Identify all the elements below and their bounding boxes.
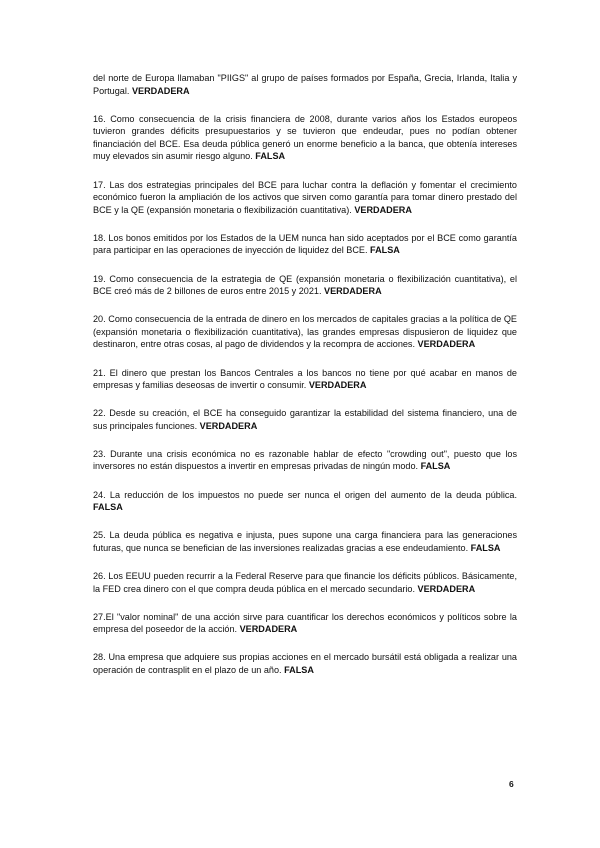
question-paragraph <box>93 570 517 595</box>
answer-label: VERDADERA <box>354 204 412 215</box>
answer-label: VERDADERA <box>131 85 190 96</box>
answer-label: VERDADERA <box>417 583 476 594</box>
document-body <box>93 72 517 692</box>
question-text: 21. El dinero que prestan los Bancos Centrales a los bancos no tiene por qué acabar en manos de empresas y familias deseosas de invertir o consumir. <box>93 367 517 391</box>
answer-label: FALSA <box>420 461 451 472</box>
question-text: 24. La reducción de los impuestos no puede ser nunca el origen del aumento de la deuda pública. <box>93 489 517 500</box>
question-text: 22. Desde su creación, el BCE ha conseguido garantizar la estabilidad del sistema financiero, una de sus principales funciones. <box>93 408 517 431</box>
question-text: 26. Los EEUU pueden recurrir a la Federal Reserve para que financie los déficits públicos. Básicamente, la FED crea dinero con el que compra deuda pública en el mercado secundario. <box>93 570 517 594</box>
page-number: 6 <box>509 779 514 789</box>
question-paragraph <box>93 651 517 676</box>
question-paragraph <box>93 611 517 636</box>
question-text: 16. Como consecuencia de la crisis financiera de 2008, durante varios años los Estados europeos tuvieron grandes déficits presupuestarios y se tuvieron que endeudar, pues no podían obtener financiación del BCE. Esa deuda pública generó un enorme beneficio a la banca, que obtenía intereses muy elevados sin asumir riesgo alguno. <box>93 113 517 162</box>
question-text: 28. Una empresa que adquiere sus propias acciones en el mercado bursátil está obligada a realizar una operación de contrasplit en el plazo de un año. <box>93 652 517 675</box>
answer-label: FALSA <box>470 542 501 553</box>
question-text: del norte de Europa llamaban "PIIGS" al grupo de países formados por España, Grecia, Irlanda, Italia y Portugal. <box>93 73 517 96</box>
answer-label: FALSA <box>93 502 123 513</box>
answer-label: VERDADERA <box>417 339 476 350</box>
question-paragraph <box>93 179 517 217</box>
question-paragraph <box>93 72 517 97</box>
answer-label: VERDADERA <box>308 380 367 391</box>
question-text: 20. Como consecuencia de la entrada de dinero en los mercados de capitales gracias a la política de QE (expansión monetaria o flexibilización cuantitativa), las grandes empresas dispusieron de liquidez que destinaron, entre otras cosas, al pago de dividendos y la recompra de acciones. <box>93 314 517 350</box>
question-paragraph <box>93 407 517 432</box>
question-paragraph <box>93 273 517 298</box>
question-paragraph <box>93 489 517 514</box>
answer-label: FALSA <box>370 245 400 256</box>
answer-label: FALSA <box>255 151 286 162</box>
question-text: 25. La deuda pública es negativa e injusta, pues supone una carga financiera para las generaciones futuras, que nunca se benefician de las inversiones realizadas gracias a ese endeudamiento. <box>93 530 517 553</box>
question-text: 23. Durante una crisis económica no es razonable hablar de efecto "crowding out", puesto que los inversores no están dispuestos a invertir en empresas privadas de ningún modo. <box>93 448 517 472</box>
answer-label: FALSA <box>284 664 314 675</box>
question-paragraph <box>93 313 517 351</box>
question-paragraph <box>93 367 517 392</box>
question-text: 17. Las dos estrategias principales del BCE para luchar contra la deflación y fomentar el crecimiento económico fueron la ampliación de los activos que sirven como garantía para tomar dinero prestado del BCE y la QE (expansión monetaria o flexibilización cuantitativa). <box>93 179 517 215</box>
answer-label: VERDADERA <box>239 624 298 635</box>
answer-label: VERDADERA <box>324 286 382 297</box>
question-text: 18. Los bonos emitidos por los Estados de la UEM nunca han sido aceptados por el BCE como garantía para participar en las operaciones de inyección de liquidez del BCE. <box>93 232 517 256</box>
question-paragraph <box>93 529 517 554</box>
question-text: 19. Como consecuencia de la estrategia de QE (expansión monetaria o flexibilización cuantitativa), el BCE creó más de 2 billones de euros entre 2015 y 2021. <box>93 273 517 297</box>
question-paragraph <box>93 232 517 257</box>
question-text: 27.El "valor nominal" de una acción sirve para cuantificar los derechos económicos y políticos sobre la empresa del poseedor de la acción. <box>93 611 517 635</box>
answer-label: VERDADERA <box>199 420 258 431</box>
question-paragraph <box>93 448 517 473</box>
question-paragraph <box>93 113 517 163</box>
